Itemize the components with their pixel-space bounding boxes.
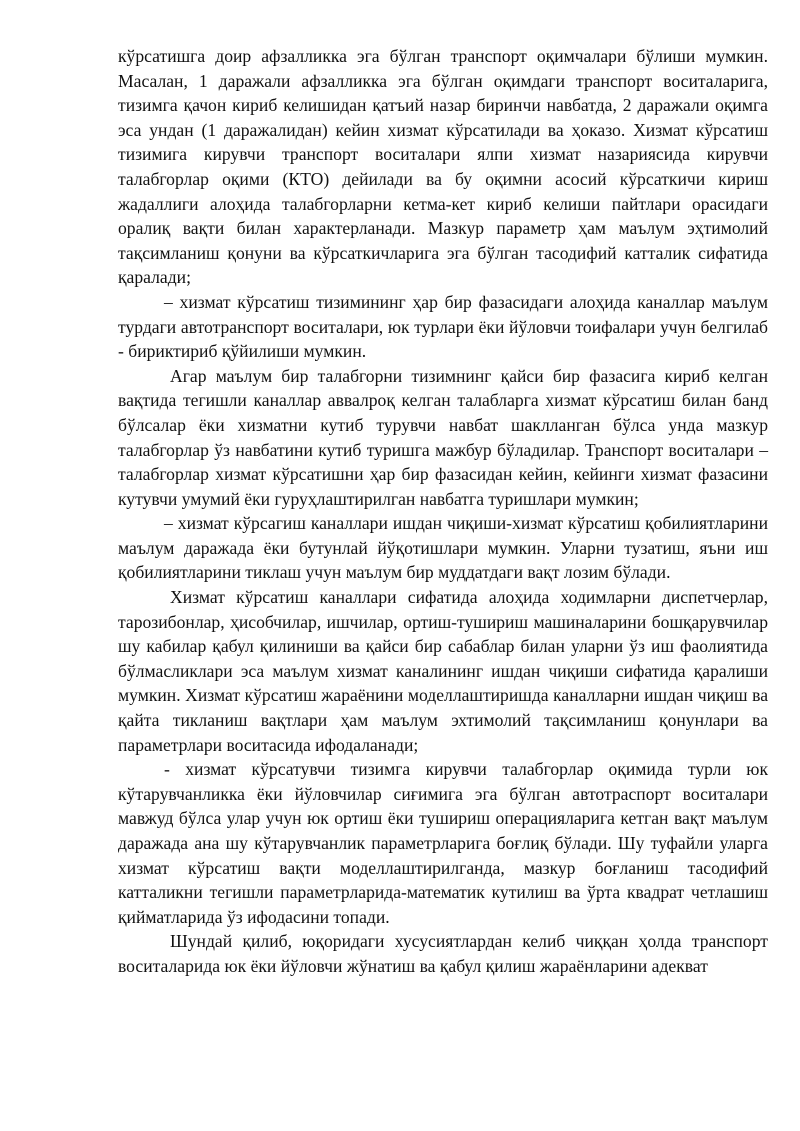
paragraph-6: - хизмат кўрсатувчи тизимга кирувчи талабгорлар оқимида турли юк кўтарувчанликка ёки йўловчилар сиғимига эга бўлган автотраспорт воситалари мавжуд бўлса улар учун юк ортиш ёки тушириш операцияларига кетган вақт маълум даражада ана шу кўтарувчанлик параметрларига боғлиқ бўлади. Шу туфайли уларга хизмат кўрсатиш вақти моделлаштирилганда, мазкур боғланиш тасодифий катталикни тегишли параметрларида-математик кутилиш ва ўрта квадрат четлашиш қийматларида ўз ифодасини топади. [118, 759, 768, 927]
document-page [118, 44, 768, 979]
paragraph-7: Шундай қилиб, юқоридаги хусусиятлардан келиб чиққан ҳолда транспорт воситаларида юк ёки йўловчи жўнатиш ва қабул қилиш жараёнларини адекват [118, 931, 768, 976]
paragraph-3: Агар маълум бир талабгорни тизимнинг қайси бир фазасига кириб келган вақтида тегишли каналлар аввалроқ келган талабларга хизмат кўрсатиш билан банд бўлсалар ёки хизматни кутиб турувчи навбат шаклланган бўлса унда мазкур талабгорлар ўз навбатини кутиб туришга мажбур бўладилар. Транспорт воситалари – талабгорлар хизмат кўрсатишни ҳар бир фазасидан кейин, кейинги хизмат фазасини кутувчи умумий ёки гуруҳлаштирилган навбатга туришлари мумкин; [118, 365, 768, 509]
paragraph-4: – хизмат кўрсагиш каналлари ишдан чиқиши-хизмат кўрсатиш қобилиятларини маълум даражада ёки бутунлай йўқотишлари мумкин. Уларни тузатиш, яъни иш қобилиятларини тиклаш учун маълум бир муддатдаги вақт лозим бўлади. [118, 513, 768, 583]
paragraph-2: – хизмат кўрсатиш тизимининг ҳар бир фазасидаги алоҳида каналлар маълум турдаги автотранспорт воситалари, юк турлари ёки йўловчи тоифалари учун белгилаб - бириктириб қўйилиши мумкин. [118, 291, 768, 362]
paragraph-1: кўрсатишга доир афзалликка эга бўлган транспорт оқимчалари бўлиши мумкин. Масалан, 1 даражали афзалликка эга бўлган оқимдаги транспорт воситаларига, тизимга қачон кириб келишидан қатъий назар биринчи навбатда, 2 даражали оқимга эса ундан (1 даражалидан) кейин хизмат кўрсатилади ва ҳоказо. Хизмат кўрсатиш тизимига кирувчи транспорт воситалари ялпи хизмат назариясида кирувчи талабгорлар оқими (КТО) дейилади ва бу оқимни асосий кўрсаткичи кириш жадаллиги алоҳида талабгорларни кетма-кет кириб келиши пайтлари орасидаги оралиқ вақти билан характерланади. Мазкур параметр ҳам маълум эҳтимолий тақсимланиш қонуни ва кўрсаткичларига эга бўлган тасодифий катталик сифатида қаралади; [118, 46, 768, 288]
paragraph-5: Хизмат кўрсатиш каналлари сифатида алоҳида ходимларни диспетчерлар, тарозибонлар, ҳисобчилар, ишчилар, ортиш-тушириш машиналарини бошқарувчилар шу кабилар қабул қилиниши ва қайси бир сабаблар билан уларни ўз иш фаолиятида бўлмасликлари эса маълум хизмат каналининг ишдан чиқиши сифатида қаралиши мумкин. Хизмат кўрсатиш жараёнини моделлаштиришда каналларни ишдан чиқиш ва қайта тикланиш вақтлари ҳам маълум эхтимолий тақсимланиш қонунлари ва параметрлари воситасида ифодаланади; [118, 587, 768, 755]
